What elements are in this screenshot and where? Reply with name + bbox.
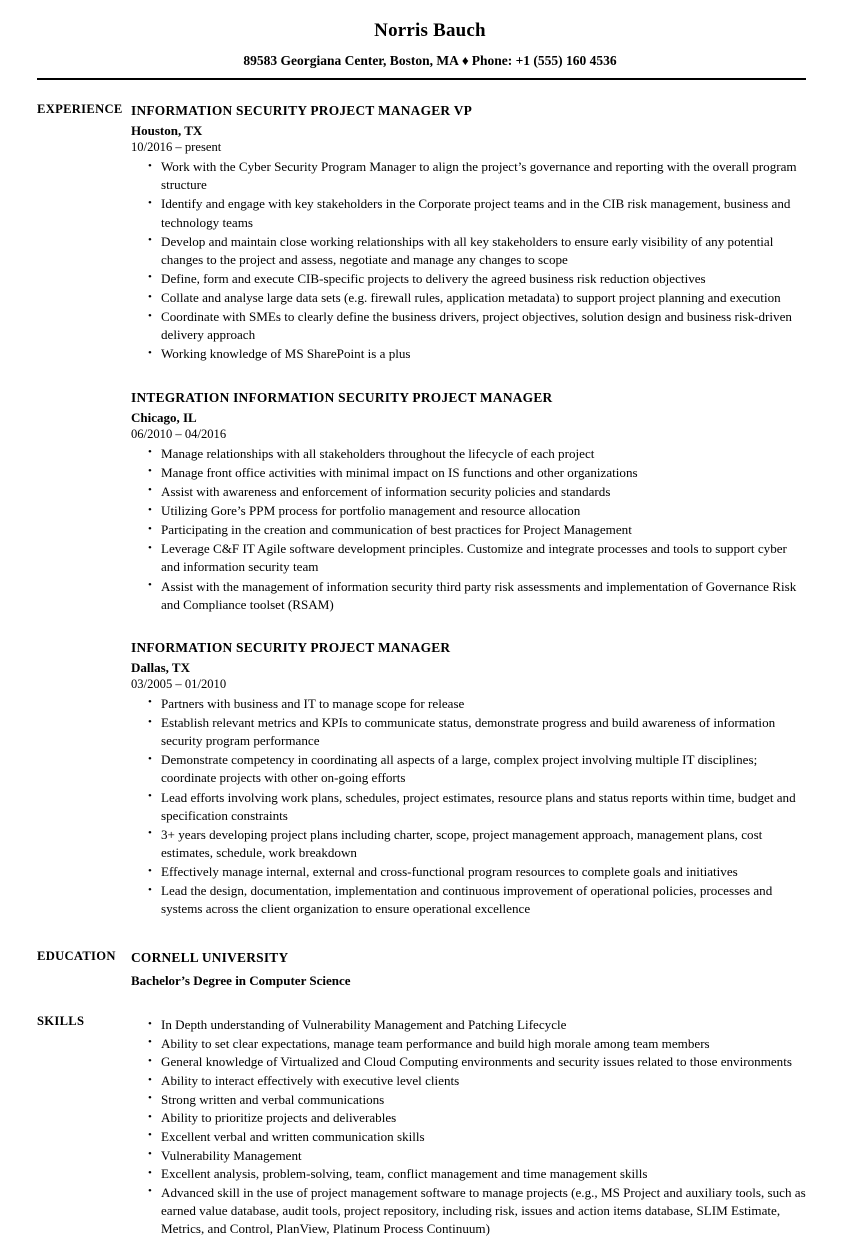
job-location: Dallas, TX bbox=[131, 659, 190, 675]
job-title: INFORMATION SECURITY PROJECT MANAGER bbox=[131, 639, 451, 655]
job-bullet: • Develop and maintain close working relationships with all key stakeholders to ensure early visibility of any potential changes to the project and assess, negotiate and manage any changes to scope bbox=[131, 233, 808, 269]
job-bullet: • Leverage C&F IT Agile software development principles. Customize and integrate processes and tools to support cyber and information security team bbox=[131, 540, 808, 576]
job-bullet: • Collate and analyse large data sets (e.g. firewall rules, application metadata) to support project planning and execution bbox=[131, 289, 808, 307]
skills-section bbox=[0, 1014, 860, 1238]
skill-bullet: • Excellent verbal and written communication skills bbox=[131, 1128, 808, 1146]
job-bullet: • Manage relationships with all stakeholders throughout the lifecycle of each project bbox=[131, 445, 808, 463]
skill-bullet: • Excellent analysis, problem-solving, team, conflict management and time management skills bbox=[131, 1165, 808, 1183]
education-section bbox=[0, 949, 860, 989]
education-school: CORNELL UNIVERSITY bbox=[131, 950, 289, 966]
skill-bullet: • Ability to set clear expectations, manage team performance and build high morale among team members bbox=[131, 1035, 808, 1053]
job-dates: 06/2010 – 04/2016 bbox=[131, 426, 227, 441]
candidate-name: Norris Bauch bbox=[374, 20, 486, 41]
education-degree: Bachelor’s Degree in Computer Science bbox=[131, 972, 351, 988]
skill-bullet: • General knowledge of Virtualized and Cloud Computing environments and security issues related to those environments bbox=[131, 1053, 808, 1071]
job-title: INFORMATION SECURITY PROJECT MANAGER VP bbox=[131, 103, 473, 119]
education-list bbox=[131, 949, 860, 989]
job-bullet: • Manage front office activities with minimal impact on IS functions and other organizations bbox=[131, 464, 808, 482]
contact-phone: Phone: +1 (555) 160 4536 bbox=[471, 52, 617, 68]
job-bullet: • Assist with the management of information security third party risk assessments and implementation of Governance Risk and Compliance toolset (RSAM) bbox=[131, 578, 808, 614]
job-bullet: • Work with the Cyber Security Program Manager to align the project’s governance and reporting with the overall program structure bbox=[131, 158, 808, 194]
job-bullet-list bbox=[131, 445, 808, 614]
job-bullet: • Utilizing Gore’s PPM process for portfolio management and resource allocation bbox=[131, 502, 808, 520]
skill-bullet: • Ability to prioritize projects and deliverables bbox=[131, 1109, 808, 1127]
job-bullet: • Effectively manage internal, external and cross-functional program resources to complete goals and initiatives bbox=[131, 863, 808, 881]
job-bullet: • Establish relevant metrics and KPIs to communicate status, demonstrate progress and build awareness of information security program performance bbox=[131, 714, 808, 750]
job-title: INTEGRATION INFORMATION SECURITY PROJECT MANAGER bbox=[131, 389, 553, 405]
skill-bullet: • Advanced skill in the use of project management software to manage projects (e.g., MS Project and auxiliary tools, such as earned value database, audit tools, project repository, including risk, issues and action items database, SLIM Estimate, Metrics, and Control, PlanView, Platinum Process Continuum) bbox=[131, 1184, 808, 1238]
contact-address: 89583 Georgiana Center, Boston, MA bbox=[243, 52, 459, 68]
job-bullet: • Partners with business and IT to manage scope for release bbox=[131, 695, 808, 713]
experience-list bbox=[131, 102, 860, 918]
job-location: Houston, TX bbox=[131, 123, 203, 139]
skill-bullet: • Ability to interact effectively with executive level clients bbox=[131, 1072, 808, 1090]
job-bullet: • Coordinate with SMEs to clearly define the business drivers, project objectives, solution design and business risk-driven delivery approach bbox=[131, 308, 808, 344]
skills-list bbox=[131, 1014, 860, 1238]
job-bullet: • Demonstrate competency in coordinating all aspects of a large, complex project involving multiple IT disciplines; coordinate projects with other on-going efforts bbox=[131, 751, 808, 787]
skill-bullet: • In Depth understanding of Vulnerability Management and Patching Lifecycle bbox=[131, 1016, 808, 1034]
skills-section-label: SKILLS bbox=[37, 1014, 85, 1029]
job-bullet-list bbox=[131, 158, 808, 363]
job-bullet: • 3+ years developing project plans including charter, scope, project management approach, management plans, cost estimates, schedule, work breakdown bbox=[131, 826, 808, 862]
experience-section bbox=[0, 102, 860, 918]
job-location: Chicago, IL bbox=[131, 409, 197, 425]
job-bullet: • Lead the design, documentation, implementation and continuous improvement of operational policies, processes and systems across the client organization to ensure operational excellence bbox=[131, 882, 808, 918]
experience-entry bbox=[131, 102, 808, 364]
skills-bullet-list bbox=[131, 1016, 808, 1238]
diamond-separator-icon: ♦ bbox=[461, 52, 469, 68]
job-bullet: • Participating in the creation and communication of best practices for Project Management bbox=[131, 521, 808, 539]
skill-bullet: • Strong written and verbal communications bbox=[131, 1091, 808, 1109]
job-bullet: • Identify and engage with key stakeholders in the Corporate project teams and in the CIB risk management, business and technology teams bbox=[131, 195, 808, 231]
header-divider bbox=[37, 78, 806, 80]
contact-line bbox=[0, 53, 860, 69]
experience-section-label: EXPERIENCE bbox=[37, 102, 123, 117]
education-section-label: EDUCATION bbox=[37, 949, 116, 964]
job-bullet: • Working knowledge of MS SharePoint is a plus bbox=[131, 345, 808, 363]
job-dates: 03/2005 – 01/2010 bbox=[131, 677, 227, 692]
experience-entry bbox=[131, 389, 808, 614]
resume-header bbox=[0, 0, 860, 80]
experience-entry bbox=[131, 639, 808, 919]
job-dates: 10/2016 – present bbox=[131, 140, 222, 155]
skill-bullet: • Vulnerability Management bbox=[131, 1147, 808, 1165]
job-bullet: • Define, form and execute CIB-specific projects to delivery the agreed business risk reduction objectives bbox=[131, 270, 808, 288]
job-bullet: • Assist with awareness and enforcement of information security policies and standards bbox=[131, 483, 808, 501]
job-bullet: • Lead efforts involving work plans, schedules, project estimates, resource plans and status reports within time, budget and specification constraints bbox=[131, 789, 808, 825]
job-bullet-list bbox=[131, 695, 808, 919]
